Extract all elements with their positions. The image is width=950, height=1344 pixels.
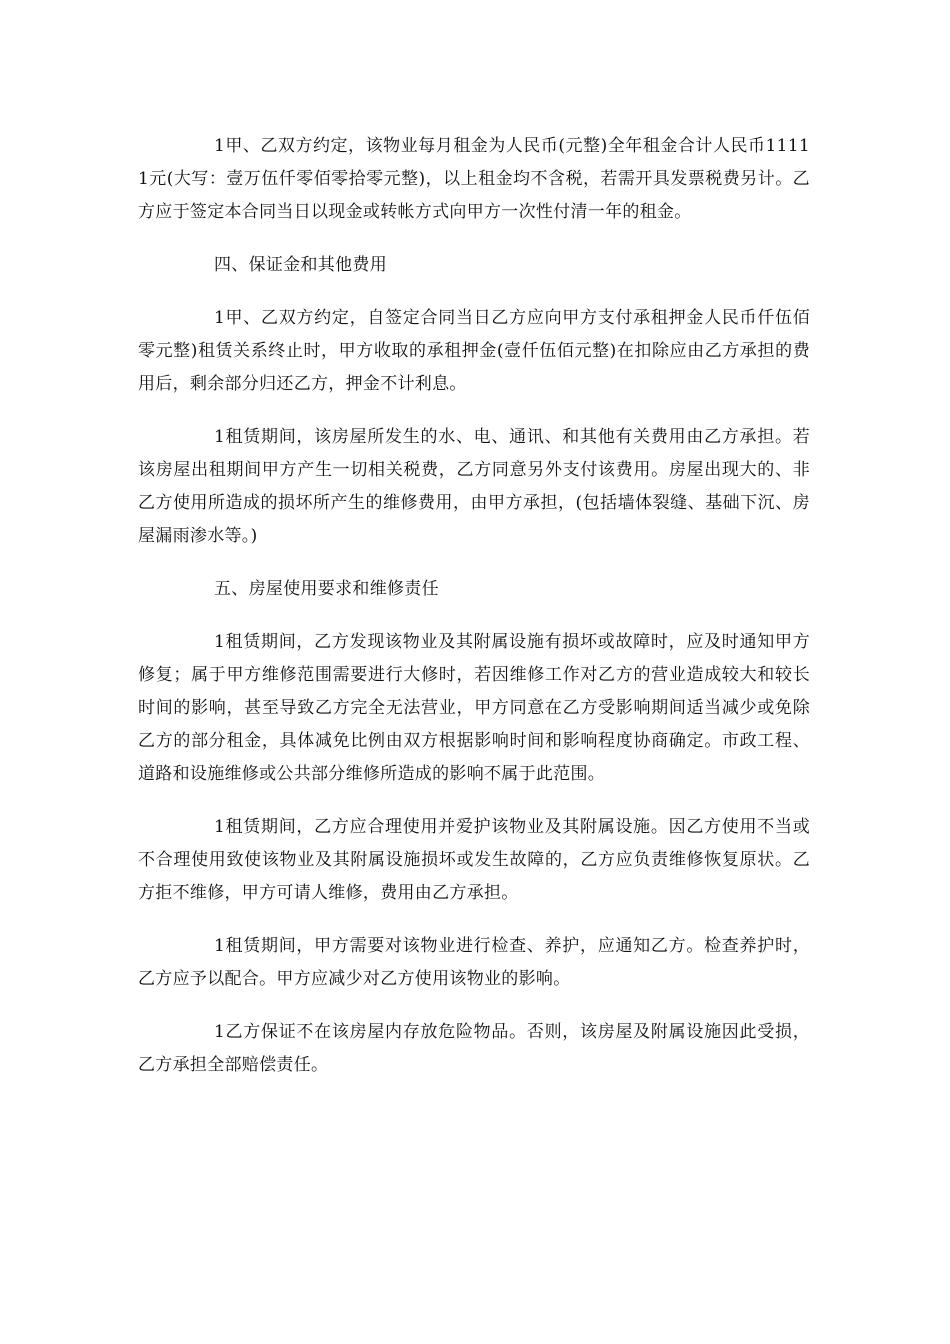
section-heading-deposit: 四、保证金和其他费用 [214, 255, 387, 275]
utility-fees-paragraph: 1租赁期间，该房屋所发生的水、电、通讯、和其他有关费用由乙方承担。若该房屋出租期间甲方产生一切相关税费，乙方同意另外支付该费用。房屋出现大的、非乙方使用所造成的损坏所产生的维修费用，由甲方承担，(包括墙体裂缝、基础下沉、房屋漏雨渗水等。) [138, 427, 810, 546]
deposit-paragraph: 1甲、乙双方约定，自签定合同当日乙方应向甲方支付承租押金人民币仟伍佰零元整)租赁关系终止时，甲方收取的承租押金(壹仟伍佰元整)在扣除应由乙方承担的费用后，剩余部分归还乙方，押金不计利息。 [138, 308, 810, 394]
hazardous-goods-paragraph: 1乙方保证不在该房屋内存放危险物品。否则，该房屋及附属设施因此受损，乙方承担全部赔偿责任。 [138, 1022, 810, 1075]
document-body [138, 130, 810, 1102]
repair-notice-paragraph: 1租赁期间，乙方发现该物业及其附属设施有损坏或故障时，应及时通知甲方修复；属于甲方维修范围需要进行大修时，若因维修工作对乙方的营业造成较大和较长时间的影响，甚至导致乙方完全无法营业，甲方同意在乙方受影响期间适当减少或免除乙方的部分租金，具体减免比例由双方根据影响时间和影响程度协商确定。市政工程、道路和设施维修或公共部分维修所造成的影响不属于此范围。 [138, 632, 810, 784]
inspection-paragraph: 1租赁期间，甲方需要对该物业进行检查、养护，应通知乙方。检查养护时，乙方应予以配合。甲方应减少对乙方使用该物业的影响。 [138, 936, 810, 989]
rent-payment-paragraph: 1甲、乙双方约定，该物业每月租金为人民币(元整)全年租金合计人民币11111元(大写：壹万伍仟零佰零拾零元整)，以上租金均不含税，若需开具发票税费另计。乙方应于签定本合同当日以现金或转帐方式向甲方一次性付清一年的租金。 [138, 136, 810, 222]
section-heading-maintenance: 五、房屋使用要求和维修责任 [214, 579, 439, 599]
proper-use-paragraph: 1租赁期间，乙方应合理使用并爱护该物业及其附属设施。因乙方使用不当或不合理使用致使该物业及其附属设施损坏或发生故障的，乙方应负责维修恢复原状。乙方拒不维修，甲方可请人维修，费用由乙方承担。 [138, 817, 810, 903]
